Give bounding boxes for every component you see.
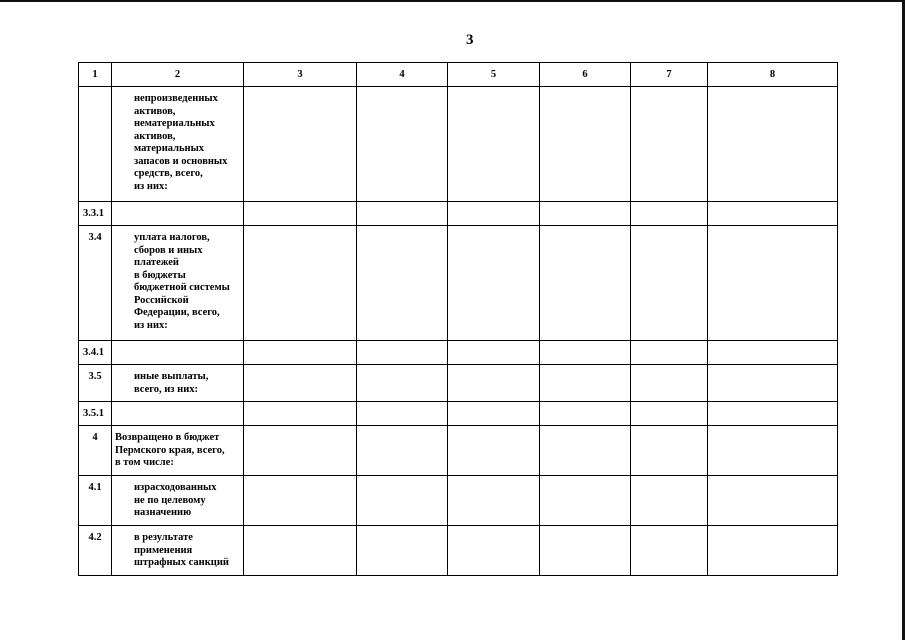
table-row <box>79 476 838 526</box>
column-header-2: 2 <box>112 63 244 87</box>
table-cell <box>357 226 448 341</box>
table-row <box>79 87 838 202</box>
table-row <box>79 341 838 365</box>
table-cell <box>244 87 357 202</box>
table-cell <box>448 87 540 202</box>
table-cell <box>708 365 838 402</box>
table-cell <box>540 226 631 341</box>
row-number: 3.3.1 <box>79 202 112 226</box>
row-label <box>112 402 244 426</box>
table-cell <box>708 87 838 202</box>
column-header-6: 6 <box>540 63 631 87</box>
table-cell <box>357 402 448 426</box>
table-cell <box>448 526 540 576</box>
budget-report-table <box>78 62 838 576</box>
row-number: 3.4 <box>79 226 112 341</box>
table-cell <box>631 226 708 341</box>
table-cell <box>631 526 708 576</box>
row-label: иные выплаты, всего, из них: <box>112 365 244 402</box>
table-cell <box>708 476 838 526</box>
row-number: 3.5.1 <box>79 402 112 426</box>
table-cell <box>631 365 708 402</box>
column-header-8: 8 <box>708 63 838 87</box>
table-cell <box>448 365 540 402</box>
table-cell <box>244 226 357 341</box>
table-row <box>79 426 838 476</box>
scan-top-edge <box>0 0 905 2</box>
page-number: 3 <box>466 32 474 48</box>
table-cell <box>448 402 540 426</box>
row-label: в результате применения штрафных санкций <box>112 526 244 576</box>
table-row <box>79 365 838 402</box>
table-cell <box>357 202 448 226</box>
table-cell <box>631 202 708 226</box>
table-cell <box>540 365 631 402</box>
table-cell <box>357 526 448 576</box>
column-header-7: 7 <box>631 63 708 87</box>
table-cell <box>244 365 357 402</box>
table-cell <box>357 87 448 202</box>
row-number: 4.1 <box>79 476 112 526</box>
table-cell <box>357 365 448 402</box>
table-cell <box>631 341 708 365</box>
table-cell <box>448 226 540 341</box>
table-cell <box>631 426 708 476</box>
table-header-row <box>79 63 838 87</box>
table-cell <box>540 526 631 576</box>
row-label: Возвращено в бюджет Пермского края, всего, в том числе: <box>112 426 244 476</box>
column-header-1: 1 <box>79 63 112 87</box>
row-label <box>112 341 244 365</box>
table-cell <box>631 402 708 426</box>
column-header-5: 5 <box>448 63 540 87</box>
table-cell <box>357 426 448 476</box>
table-cell <box>708 226 838 341</box>
table-cell <box>357 341 448 365</box>
table-cell <box>448 202 540 226</box>
row-number <box>79 87 112 202</box>
table-cell <box>448 476 540 526</box>
column-header-3: 3 <box>244 63 357 87</box>
table-cell <box>540 426 631 476</box>
table-cell <box>448 426 540 476</box>
table-cell <box>708 402 838 426</box>
table-cell <box>540 476 631 526</box>
table-row <box>79 202 838 226</box>
table-cell <box>708 202 838 226</box>
table-row <box>79 526 838 576</box>
row-number: 4 <box>79 426 112 476</box>
table-cell <box>244 476 357 526</box>
row-label: уплата налогов, сборов и иных платежей в бюджеты бюджетной системы Российской Федерации, всего, из них: <box>112 226 244 341</box>
table-cell <box>244 402 357 426</box>
table-cell <box>631 476 708 526</box>
table-cell <box>244 426 357 476</box>
table-row <box>79 226 838 341</box>
table-row <box>79 402 838 426</box>
table-cell <box>244 526 357 576</box>
table-cell <box>631 87 708 202</box>
table-cell <box>708 341 838 365</box>
row-label: израсходованных не по целевому назначению <box>112 476 244 526</box>
table-cell <box>244 202 357 226</box>
row-label <box>112 202 244 226</box>
table-cell <box>708 526 838 576</box>
table-cell <box>357 476 448 526</box>
row-number: 4.2 <box>79 526 112 576</box>
table-cell <box>540 87 631 202</box>
column-header-4: 4 <box>357 63 448 87</box>
table-cell <box>448 341 540 365</box>
table-cell <box>540 341 631 365</box>
table-cell <box>540 202 631 226</box>
table-cell <box>708 426 838 476</box>
row-number: 3.5 <box>79 365 112 402</box>
row-number: 3.4.1 <box>79 341 112 365</box>
table-cell <box>244 341 357 365</box>
table-cell <box>540 402 631 426</box>
row-label: непроизведенных активов, нематериальных активов, материальных запасов и основных средств, всего, из них: <box>112 87 244 202</box>
